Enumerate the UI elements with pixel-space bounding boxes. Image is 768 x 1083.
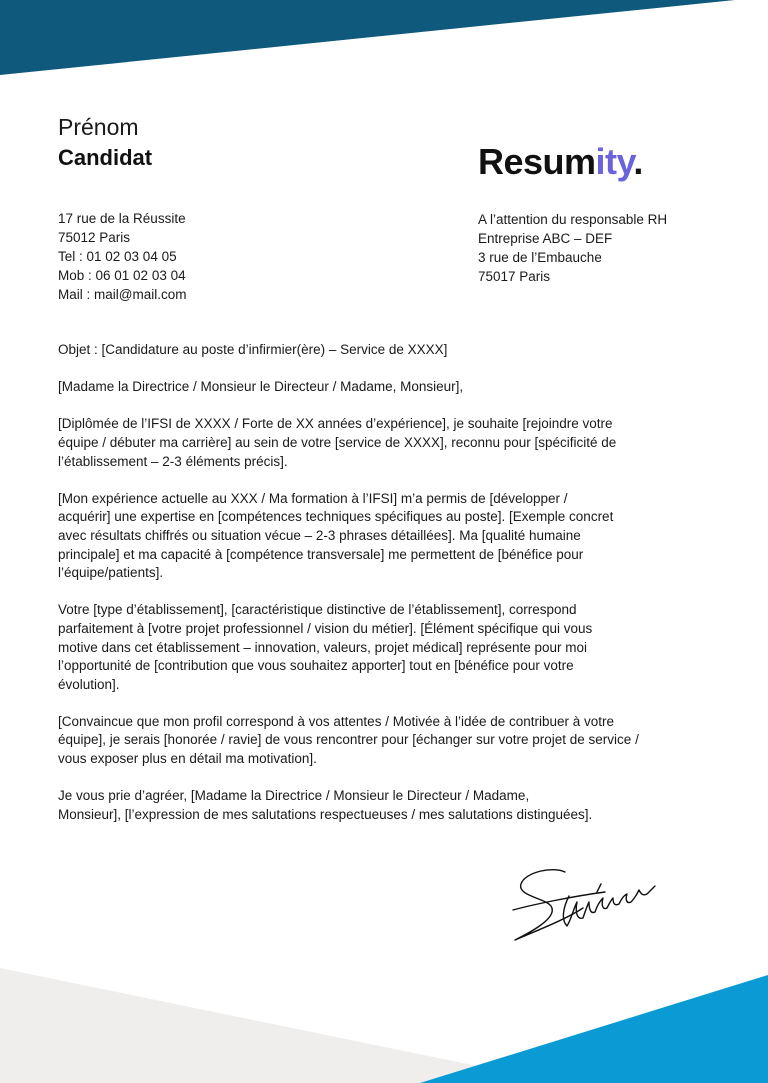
footer-blue-band bbox=[420, 975, 768, 1083]
recipient-attention: A l’attention du responsable RH bbox=[478, 212, 668, 227]
handwritten-signature bbox=[505, 862, 665, 952]
paragraph-line: acquérir] une expertise en [compétences techniques spécifiques au poste]. [Exemple concret bbox=[58, 509, 614, 525]
sender-city: 75012 Paris bbox=[58, 230, 131, 245]
recipient-company: Entreprise ABC – DEF bbox=[478, 231, 613, 246]
paragraph-4 bbox=[58, 713, 718, 769]
top-banner bbox=[0, 0, 735, 75]
paragraph-line: Votre [type d’établissement], [caractéristique distinctive de l’établissement], correspond bbox=[58, 602, 577, 618]
logo-dot: . bbox=[633, 141, 643, 182]
sender-street: 17 rue de la Réussite bbox=[58, 211, 186, 226]
paragraph-closing bbox=[58, 787, 718, 824]
paragraph-line: équipe / débuter ma carrière] au sein de votre [service de XXXX], reconnu pour [spécificité de bbox=[58, 434, 617, 450]
recipient-address bbox=[478, 210, 667, 286]
paragraph-line: l’équipe/patients]. bbox=[58, 565, 164, 581]
sender-address bbox=[58, 209, 186, 304]
greeting-text: [Madame la Directrice / Monsieur le Directeur / Madame, Monsieur], bbox=[58, 379, 464, 395]
letter-greeting bbox=[58, 378, 718, 397]
resumity-logo bbox=[478, 141, 643, 182]
letter-body bbox=[58, 341, 718, 843]
paragraph-3 bbox=[58, 601, 718, 694]
recipient-city: 75017 Paris bbox=[478, 269, 551, 284]
paragraph-1 bbox=[58, 415, 718, 471]
paragraph-line: évolution]. bbox=[58, 676, 120, 692]
recipient-street: 3 rue de l’Embauche bbox=[478, 250, 602, 265]
candidate-first-name: Prénom bbox=[58, 114, 139, 140]
logo-main: Resum bbox=[478, 141, 596, 182]
paragraph-line: principale] et ma capacité à [compétence transversale] me permettent de [bénéfice pour bbox=[58, 546, 584, 562]
paragraph-line: Je vous prie d’agréer, [Madame la Directrice / Monsieur le Directeur / Madame, bbox=[58, 788, 530, 804]
paragraph-line: l’établissement – 2-3 éléments précis]. bbox=[58, 453, 288, 469]
paragraph-line: avec résultats chiffrés ou situation vécue – 2-3 phrases détaillées]. Ma [qualité humaine bbox=[58, 527, 581, 543]
paragraph-line: vous exposer plus en détail ma motivation]. bbox=[58, 751, 317, 767]
paragraph-line: [Diplômée de l’IFSI de XXXX / Forte de XX années d’expérience], je souhaite [rejoindre votre bbox=[58, 416, 613, 432]
logo-accent: ity bbox=[595, 141, 634, 182]
paragraph-line: [Mon expérience actuelle au XXX / Ma formation à l’IFSI] m’a permis de [développer / bbox=[58, 490, 568, 506]
paragraph-line: [Convaincue que mon profil correspond à vos attentes / Motivée à l’idée de contribuer à votre bbox=[58, 713, 615, 729]
letter-subject bbox=[58, 341, 718, 360]
sender-phone: Tel : 01 02 03 04 05 bbox=[58, 249, 177, 264]
paragraph-line: équipe], je serais [honorée / ravie] de vous rencontrer pour [échanger sur votre projet de service / bbox=[58, 732, 639, 748]
candidate-last-name: Candidat bbox=[58, 145, 153, 170]
sender-mobile: Mob : 06 01 02 03 04 bbox=[58, 268, 186, 283]
paragraph-line: Monsieur], [l’expression de mes salutations respectueuses / mes salutations distinguées]. bbox=[58, 806, 593, 822]
sender-email: Mail : mail@mail.com bbox=[58, 287, 187, 302]
subject-text: Objet : [Candidature au poste d’infirmier(ère) – Service de XXXX] bbox=[58, 342, 448, 357]
paragraph-line: motive dans cet établissement – innovation, valeurs, projet médical] représente pour moi bbox=[58, 639, 588, 655]
paragraph-line: parfaitement à [votre projet professionnel / vision du métier]. [Élément spécifique qui vous bbox=[58, 620, 593, 636]
paragraph-2 bbox=[58, 490, 718, 583]
paragraph-line: l’opportunité de [contribution que vous souhaitez apporter] tout en [bénéfice pour votre bbox=[58, 658, 574, 674]
